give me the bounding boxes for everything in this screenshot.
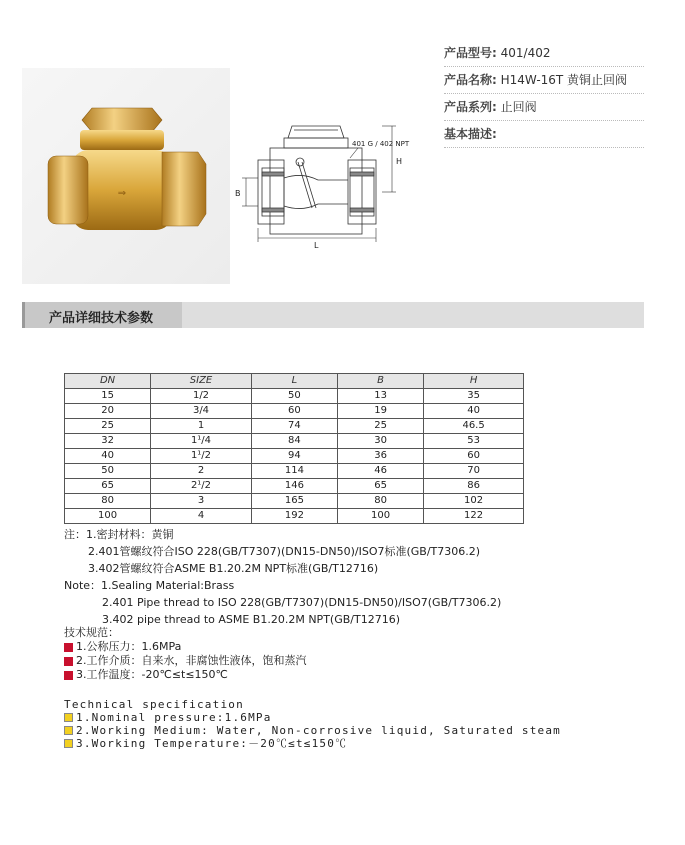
dimension-b-label: B [235,189,241,198]
table-cell: 35 [424,389,524,404]
table-cell: 2 [151,464,252,479]
info-value: H14W-16T 黄铜止回阀 [500,73,628,87]
info-key: 产品名称: [444,73,497,87]
tech-spec-item [64,737,561,750]
table-cell: 122 [424,509,524,524]
info-key: 产品型号: [444,46,497,60]
table-cell: 3/4 [151,404,252,419]
notes-block [64,526,501,628]
table-cell: 192 [251,509,337,524]
table-cell: 1¹/4 [151,434,252,449]
table-cell: 20 [65,404,151,419]
table-cell: 40 [65,449,151,464]
note-cn-line: 3.402管螺纹符合ASME B1.20.2M NPT标准(GB/T12716) [88,562,379,575]
info-value: 止回阀 [500,100,537,114]
table-cell: 65 [65,479,151,494]
tech-spec-cn [64,626,307,682]
table-row [65,434,524,449]
table-cell: 4 [151,509,252,524]
red-square-bullet-icon [64,643,73,652]
info-key: 产品系列: [444,100,497,114]
tech-spec-cn-title: 技术规范： [64,626,119,639]
table-row [65,404,524,419]
tech-spec-text: 2.工作介质：自来水，非腐蚀性液体，饱和蒸汽 [76,654,307,667]
red-square-bullet-icon [64,657,73,666]
product-photo [22,68,230,284]
table-cell: 60 [251,404,337,419]
table-cell: 1¹/2 [151,449,252,464]
valve-dimension-drawing [232,108,432,258]
table-cell: 40 [424,404,524,419]
table-cell: 1 [151,419,252,434]
tech-spec-text: 1.Nominal pressure:1.6MPa [76,711,272,724]
product-model-row [444,40,644,67]
table-cell: 102 [424,494,524,509]
table-cell: 114 [251,464,337,479]
section-title: 产品详细技术参数 [49,311,154,326]
column-header-dn: DN [65,374,151,389]
table-cell: 3 [151,494,252,509]
table-row [65,449,524,464]
table-cell: 65 [338,479,424,494]
dimension-h-label: H [396,157,403,166]
tech-spec-item [64,724,561,737]
thread-label: 401 G / 402 NPT [352,140,410,148]
yellow-square-bullet-icon [64,713,73,722]
section-tab [22,302,182,328]
svg-text:⇒: ⇒ [117,188,127,199]
product-series-row [444,94,644,121]
section-header-bar [22,302,644,328]
info-value: 401/402 [500,46,551,60]
column-header-size: SIZE [151,374,252,389]
table-row [65,389,524,404]
table-cell: 80 [338,494,424,509]
yellow-square-bullet-icon [64,726,73,735]
column-header-b: B [338,374,424,389]
product-description-row [444,121,644,148]
table-cell: 46 [338,464,424,479]
tech-spec-text: 3.工作温度：-20℃≤t≤150℃ [76,668,228,681]
table-cell: 165 [251,494,337,509]
red-square-bullet-icon [64,671,73,680]
table-cell: 50 [65,464,151,479]
table-cell: 15 [65,389,151,404]
table-row [65,509,524,524]
brass-check-valve-image [22,68,230,284]
table-cell: 86 [424,479,524,494]
table-row [65,479,524,494]
product-info-list [444,40,644,148]
table-cell: 25 [338,419,424,434]
table-cell: 94 [251,449,337,464]
table-cell: 80 [65,494,151,509]
table-cell: 36 [338,449,424,464]
table-cell: 30 [338,434,424,449]
product-name-row [444,67,644,94]
table-cell: 100 [338,509,424,524]
tech-spec-en-title: Technical specification [64,698,244,711]
tech-spec-item [64,711,561,724]
tech-spec-en [64,698,561,750]
dimension-table [64,373,524,524]
table-cell: 32 [65,434,151,449]
note-en-line: 3.402 pipe thread to ASME B1.20.2M NPT(GB/T12716) [102,613,400,626]
table-cell: 2¹/2 [151,479,252,494]
table-cell: 146 [251,479,337,494]
table-cell: 46.5 [424,419,524,434]
table-cell: 53 [424,434,524,449]
table-cell: 84 [251,434,337,449]
tech-spec-text: 3.Working Temperature:－20℃≤t≤150℃ [76,737,348,750]
table-cell: 60 [424,449,524,464]
yellow-square-bullet-icon [64,739,73,748]
column-header-l: L [251,374,337,389]
tech-spec-text: 1.公称压力：1.6MPa [76,640,182,653]
table-cell: 100 [65,509,151,524]
table-row [65,464,524,479]
tech-spec-item [64,668,307,682]
column-header-h: H [424,374,524,389]
table-cell: 13 [338,389,424,404]
table-row [65,419,524,434]
note-cn-line: 注：1.密封材料：黄铜 [64,528,174,541]
note-cn-line: 2.401管螺纹符合ISO 228(GB/T7307)(DN15-DN50)/ISO7标准(GB/T7306.2) [88,545,481,558]
table-cell: 1/2 [151,389,252,404]
table-cell: 19 [338,404,424,419]
tech-spec-text: 2.Working Medium: Water, Non-corrosive liquid, Saturated steam [76,724,561,737]
table-cell: 25 [65,419,151,434]
dimension-l-label: L [314,241,319,250]
note-en-line: Note：1.Sealing Material:Brass [64,579,235,592]
table-cell: 74 [251,419,337,434]
table-cell: 70 [424,464,524,479]
table-row [65,494,524,509]
table-header-row [65,374,524,389]
tech-spec-item [64,654,307,668]
info-key: 基本描述: [444,127,497,141]
tech-spec-item [64,640,307,654]
table-cell: 50 [251,389,337,404]
note-en-line: 2.401 Pipe thread to ISO 228(GB/T7307)(DN15-DN50)/ISO7(GB/T7306.2) [102,596,502,609]
